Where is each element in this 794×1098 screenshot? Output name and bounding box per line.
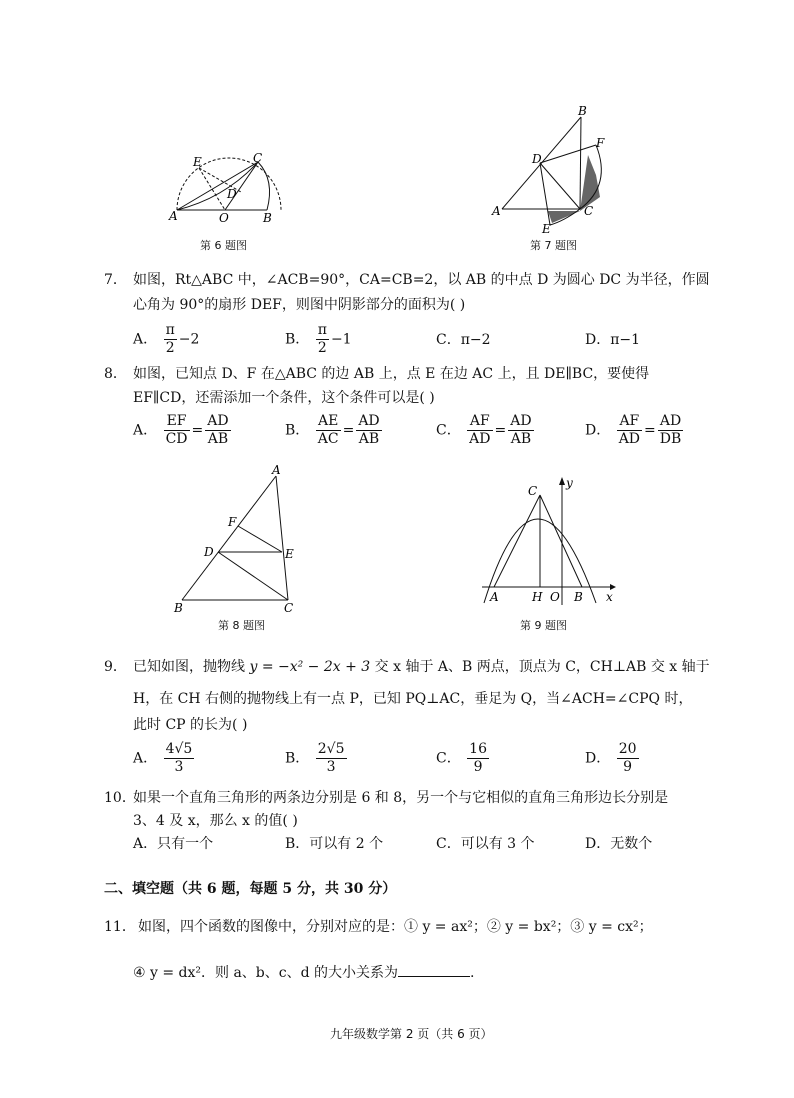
q10-line1: 如果一个直角三角形的两条边分别是 6 和 8，另一个与它相似的直角三角形边长分别是 bbox=[133, 790, 669, 806]
label-C: C bbox=[284, 601, 294, 615]
option-key: C． bbox=[436, 422, 461, 439]
option-text: 可以有 3 个 bbox=[460, 836, 535, 852]
frac-den: 3 bbox=[326, 759, 336, 775]
q9-line1-start: 已知如图，抛物线 bbox=[133, 659, 250, 675]
label-O: O bbox=[219, 211, 229, 225]
option-text: 只有一个 bbox=[157, 836, 214, 852]
frac-den: 9 bbox=[623, 759, 633, 775]
label-y: y bbox=[566, 476, 573, 490]
q7-number: 7． bbox=[104, 272, 127, 288]
frac-num: 16 bbox=[469, 741, 487, 757]
q9-line1 bbox=[133, 657, 710, 677]
q10-number: 10． bbox=[104, 790, 136, 806]
frac-num: AD bbox=[207, 413, 229, 429]
q7-option-b[interactable] bbox=[285, 322, 352, 357]
q9-number: 9． bbox=[104, 659, 127, 675]
option-key: D． bbox=[585, 750, 611, 767]
label-A: A bbox=[169, 209, 178, 223]
option-key: B． bbox=[285, 422, 310, 439]
option-tail: −1 bbox=[330, 331, 352, 348]
figure-9-caption: 第 9 题图 bbox=[520, 619, 567, 632]
q7-line1: 如图，Rt△ABC 中，∠ACB=90°，CA=CB=2，以 AB 的中点 D 为圆心 DC 为半径，作圆 bbox=[133, 272, 710, 288]
frac-num: π bbox=[317, 322, 327, 338]
frac-den: AB bbox=[510, 431, 532, 447]
figure-9 bbox=[478, 475, 618, 610]
q10-option-b[interactable] bbox=[285, 834, 383, 854]
label-B: B bbox=[263, 211, 272, 225]
frac-num: AF bbox=[617, 413, 642, 431]
label-A: A bbox=[272, 463, 281, 477]
label-C: C bbox=[253, 151, 263, 165]
frac-den: DB bbox=[659, 431, 682, 447]
label-F: F bbox=[228, 515, 237, 529]
figure-6 bbox=[165, 150, 285, 225]
option-key: C． bbox=[436, 332, 461, 348]
q9-option-a[interactable] bbox=[133, 741, 196, 776]
option-key: D． bbox=[585, 332, 611, 348]
section-title: 二、填空题（共 6 题，每题 5 分，共 30 分） bbox=[104, 881, 397, 897]
q7-option-a[interactable] bbox=[133, 322, 199, 357]
q8-number: 8． bbox=[104, 366, 127, 382]
label-C: C bbox=[528, 484, 538, 498]
label-E: E bbox=[285, 547, 294, 561]
frac-den: AD bbox=[618, 431, 641, 447]
answer-blank[interactable] bbox=[398, 962, 470, 977]
q10-line2: 3、4 及 x，那么 x 的值( ) bbox=[133, 813, 298, 829]
option-tail: −2 bbox=[178, 331, 200, 348]
option-key: A． bbox=[133, 836, 158, 852]
q8-line1: 如图，已知点 D、F 在△ABC 的边 AB 上，点 E 在边 AC 上，且 DE∥BC，要使得 bbox=[133, 366, 650, 382]
page-footer: 九年级数学第 2 页（共 6 页） bbox=[330, 1027, 493, 1041]
q9-line2: H，在 CH 右侧的抛物线上有一点 P，已知 PQ⊥AC，垂足为 Q，当∠ACH=∠CPQ 时， bbox=[133, 691, 693, 707]
label-E: E bbox=[193, 155, 202, 169]
q8-option-c[interactable]: C． $\frac{AF}{AD}$ = $\frac{AD}{AB}$ bbox=[436, 413, 532, 447]
q11-number: 11． bbox=[104, 919, 136, 935]
q9-line1-end: 交 x 轴于 A、B 两点，顶点为 C，CH⊥AB 交 x 轴于 bbox=[370, 659, 710, 675]
q7-option-c[interactable] bbox=[436, 330, 491, 350]
label-x: x bbox=[606, 590, 613, 604]
label-B: B bbox=[574, 590, 583, 604]
option-text: π−2 bbox=[460, 332, 491, 348]
label-B: B bbox=[174, 601, 183, 615]
q11-line1: 如图，四个函数的图像中，分别对应的是：① y = ax²；② y = bx²；③ y = cx²； bbox=[138, 919, 653, 935]
option-key: C． bbox=[436, 750, 461, 767]
frac-num: 20 bbox=[618, 741, 637, 757]
figure-7-caption: 第 7 题图 bbox=[530, 239, 577, 252]
label-O: O bbox=[550, 590, 560, 604]
q10-option-c[interactable] bbox=[436, 834, 535, 854]
option-key: A． bbox=[133, 750, 158, 767]
q10-option-d[interactable] bbox=[585, 834, 652, 854]
frac-den: 2 bbox=[317, 340, 327, 356]
frac-num: AF bbox=[467, 413, 492, 431]
q9-formula: y = −x² − 2x + 3 bbox=[249, 659, 371, 675]
q8-option-b[interactable]: B． $\frac{AE}{AC}$ = $\frac{AD}{AB}$ bbox=[285, 413, 380, 447]
frac-den: CD bbox=[165, 431, 188, 447]
frac-num: π bbox=[165, 322, 175, 338]
q7-line2: 心角为 90°的扇形 DEF，则图中阴影部分的面积为( ) bbox=[133, 297, 466, 313]
label-A: A bbox=[492, 204, 501, 218]
q9-line3: 此时 CP 的长为( ) bbox=[133, 717, 248, 733]
frac-num: EF bbox=[164, 413, 190, 431]
figure-8-caption: 第 8 题图 bbox=[218, 619, 265, 632]
label-H: H bbox=[532, 590, 543, 604]
option-key: B． bbox=[285, 750, 310, 767]
frac-den: AD bbox=[469, 431, 491, 447]
label-D: D bbox=[532, 152, 542, 166]
option-text: π−1 bbox=[610, 332, 641, 348]
option-key: B． bbox=[285, 331, 310, 348]
frac-den: 9 bbox=[473, 759, 483, 775]
q9-option-d[interactable] bbox=[585, 741, 641, 776]
label-A: A bbox=[490, 590, 499, 604]
option-key: D． bbox=[585, 836, 611, 852]
frac-num: AE bbox=[316, 413, 341, 431]
option-text: 可以有 2 个 bbox=[309, 836, 384, 852]
label-B: B bbox=[578, 105, 587, 118]
frac-num: AD bbox=[510, 413, 532, 429]
frac-num: 4√5 bbox=[165, 741, 193, 757]
option-key: A． bbox=[133, 422, 158, 439]
figure-7 bbox=[488, 105, 618, 235]
option-key: C． bbox=[436, 836, 461, 852]
q8-line2: EF∥CD，还需添加一个条件，这个条件可以是( ) bbox=[133, 390, 435, 406]
frac-num: AD bbox=[358, 413, 380, 429]
q9-option-b[interactable] bbox=[285, 741, 349, 776]
q10-option-a[interactable] bbox=[133, 834, 213, 854]
figure-8 bbox=[170, 462, 305, 617]
frac-den: 2 bbox=[165, 340, 175, 356]
frac-den: AC bbox=[317, 431, 339, 447]
frac-num: 2√5 bbox=[317, 741, 345, 757]
label-D: D bbox=[227, 187, 237, 201]
label-F: F bbox=[596, 136, 605, 150]
option-key: A． bbox=[133, 331, 158, 348]
q11-line2-end: . bbox=[470, 965, 475, 981]
q8-option-a[interactable]: A． $\frac{EF}{CD}$ = $\frac{AD}{AB}$ bbox=[133, 413, 229, 447]
q8-option-d[interactable]: D． $\frac{AF}{AD}$ = $\frac{AD}{DB}$ bbox=[585, 413, 682, 447]
q9-option-c[interactable] bbox=[436, 741, 491, 776]
q7-option-d[interactable] bbox=[585, 330, 640, 350]
q11-line2-text: ④ y = dx²．则 a、b、c、d 的大小关系为 bbox=[133, 965, 399, 981]
frac-den: AB bbox=[207, 431, 229, 447]
q11-line2 bbox=[133, 962, 474, 983]
option-key: D． bbox=[585, 422, 611, 439]
frac-den: AB bbox=[358, 431, 380, 447]
frac-num: AD bbox=[658, 413, 684, 431]
option-key: B． bbox=[285, 836, 310, 852]
figure-6-caption: 第 6 题图 bbox=[200, 239, 247, 252]
label-C: C bbox=[584, 204, 594, 218]
frac-den: 3 bbox=[174, 759, 184, 775]
label-E: E bbox=[542, 222, 551, 235]
label-D: D bbox=[204, 545, 214, 559]
option-text: 无数个 bbox=[610, 836, 653, 852]
